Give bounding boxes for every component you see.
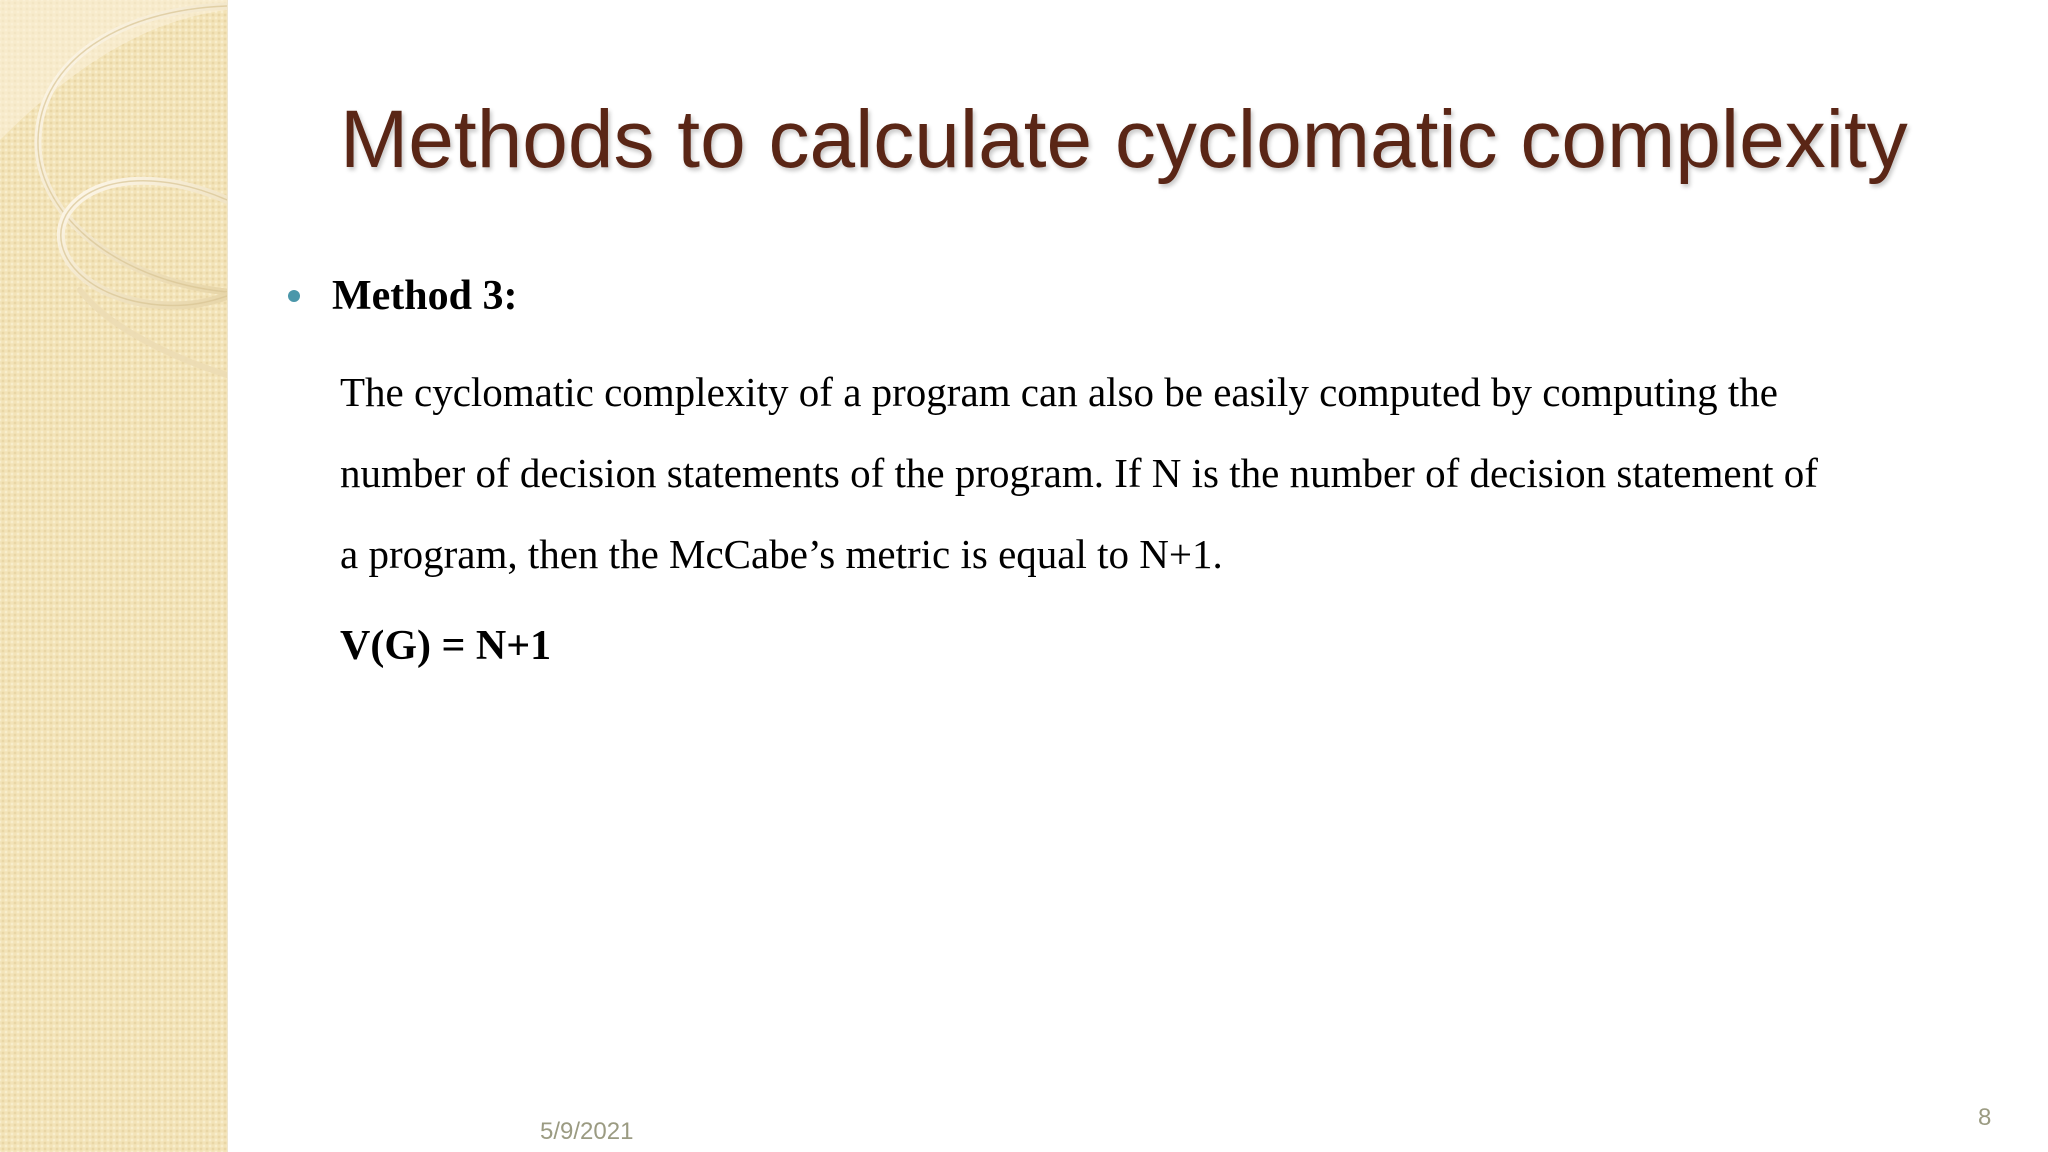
body-line-2: number of decision statements of the program. If N is the number of decision statement of — [340, 450, 1818, 496]
body-line-1: The cyclomatic complexity of a program can also be easily computed by computing the — [340, 369, 1778, 415]
bullet-heading: Method 3: — [332, 273, 518, 319]
footer-date: 5/9/2021 — [540, 1118, 634, 1145]
body-paragraph — [340, 362, 1818, 605]
formula: V(G) = N+1 — [340, 623, 552, 669]
body-line-3: a program, then the McCabe’s metric is equal to N+1. — [340, 531, 1223, 577]
bullet-dot-icon — [288, 290, 300, 302]
slide-number: 8 — [1978, 1104, 1992, 1131]
bullet-item — [288, 272, 517, 320]
swirl-ornament-icon — [0, 0, 227, 1152]
decorative-side-panel — [0, 0, 228, 1152]
slide-title: Methods to calculate cyclomatic complexity — [340, 94, 1908, 185]
